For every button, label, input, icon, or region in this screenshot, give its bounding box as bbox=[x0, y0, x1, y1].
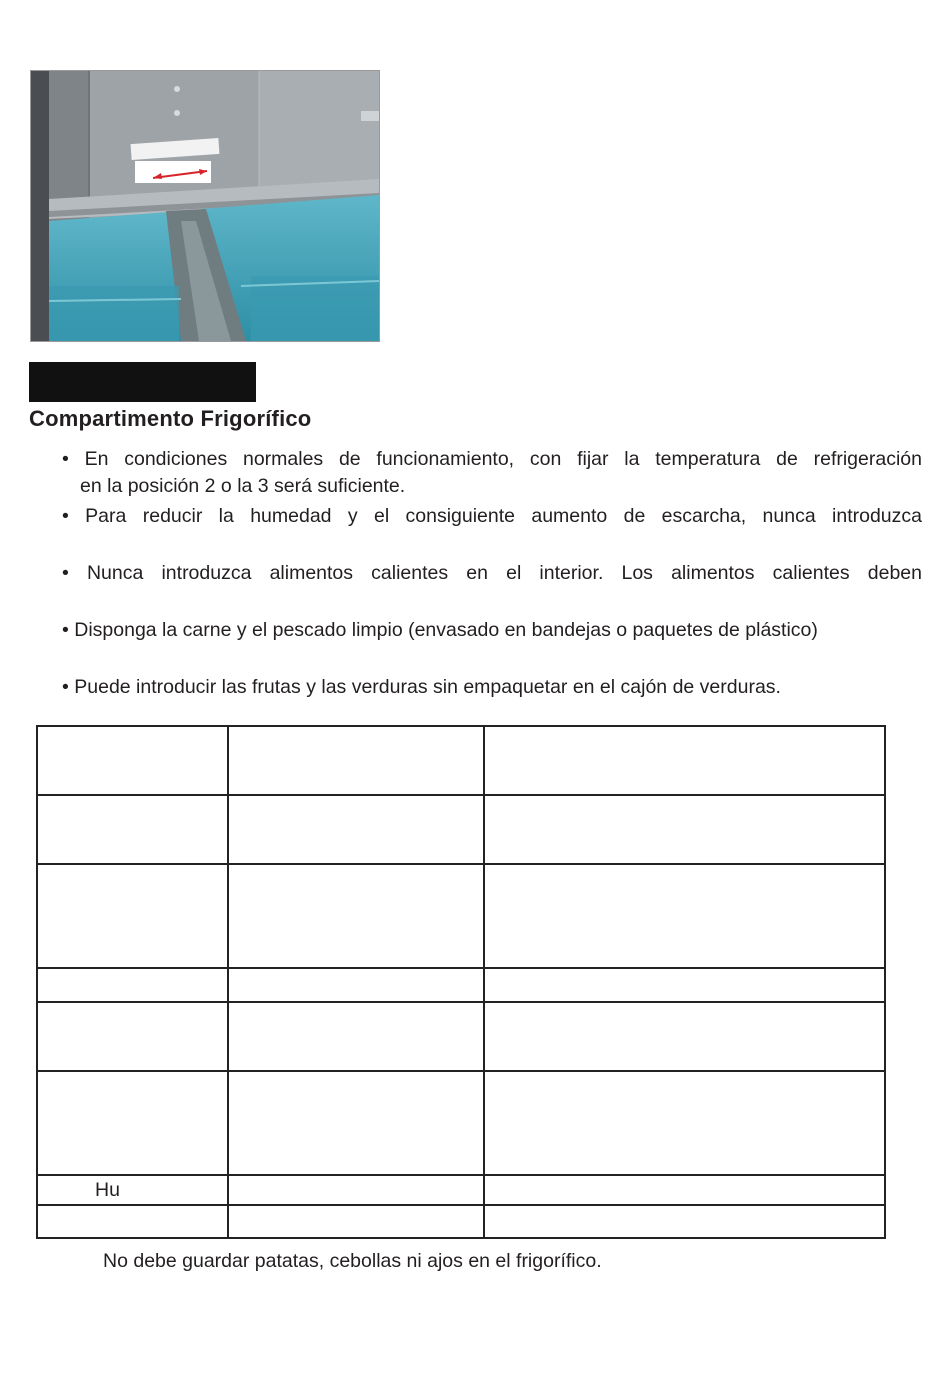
table-cell bbox=[37, 726, 228, 795]
bullet-item: • En condiciones normales de funcionamiento, con fijar la temperatura de refrigeración bbox=[62, 448, 922, 470]
storage-table bbox=[36, 725, 886, 1239]
table-row bbox=[37, 1002, 885, 1071]
table-cell bbox=[484, 864, 885, 968]
table-cell bbox=[484, 968, 885, 1002]
table-cell bbox=[484, 1175, 885, 1205]
table-cell bbox=[228, 726, 484, 795]
table-row bbox=[37, 864, 885, 968]
table-cell bbox=[37, 968, 228, 1002]
table-cell bbox=[228, 968, 484, 1002]
table-cell bbox=[484, 1071, 885, 1175]
table-cell bbox=[37, 1205, 228, 1238]
table-row bbox=[37, 795, 885, 864]
table-row bbox=[37, 968, 885, 1002]
bullet-item: • Puede introducir las frutas y las verduras sin empaquetar en el cajón de verduras. bbox=[62, 676, 781, 698]
table-cell bbox=[37, 1071, 228, 1175]
table-cell bbox=[37, 795, 228, 864]
table-row bbox=[37, 1071, 885, 1175]
refrigerator-shelf-illustration bbox=[30, 70, 380, 342]
footnote: No debe guardar patatas, cebollas ni ajos en el frigorífico. bbox=[103, 1250, 602, 1272]
table-cell bbox=[484, 1002, 885, 1071]
table-cell bbox=[484, 726, 885, 795]
table-cell bbox=[484, 795, 885, 864]
table-row bbox=[37, 726, 885, 795]
table-cell bbox=[228, 864, 484, 968]
table-cell bbox=[37, 864, 228, 968]
table-cell bbox=[37, 1002, 228, 1071]
table-cell bbox=[228, 795, 484, 864]
section-title: Compartimento Frigorífico bbox=[29, 406, 312, 431]
table-cell bbox=[228, 1205, 484, 1238]
table-cell bbox=[228, 1175, 484, 1205]
bullet-item: • Para reducir la humedad y el consiguiente aumento de escarcha, nunca introduzca bbox=[62, 505, 922, 527]
table-cell: Hu bbox=[37, 1175, 228, 1205]
table-row bbox=[37, 1205, 885, 1238]
table-cell bbox=[484, 1205, 885, 1238]
table-row bbox=[37, 1175, 885, 1205]
section-header-bar bbox=[29, 362, 256, 402]
table-cell bbox=[228, 1002, 484, 1071]
bullet-continuation-text: en la posición 2 o la 3 será suficiente. bbox=[80, 475, 406, 497]
table-cell bbox=[228, 1071, 484, 1175]
bullet-item: • Disponga la carne y el pescado limpio (envasado en bandejas o paquetes de plástico) bbox=[62, 619, 818, 641]
bullet-item: • Nunca introduzca alimentos calientes en el interior. Los alimentos calientes deben bbox=[62, 562, 922, 584]
refrigerator-interior-icon bbox=[31, 71, 379, 341]
